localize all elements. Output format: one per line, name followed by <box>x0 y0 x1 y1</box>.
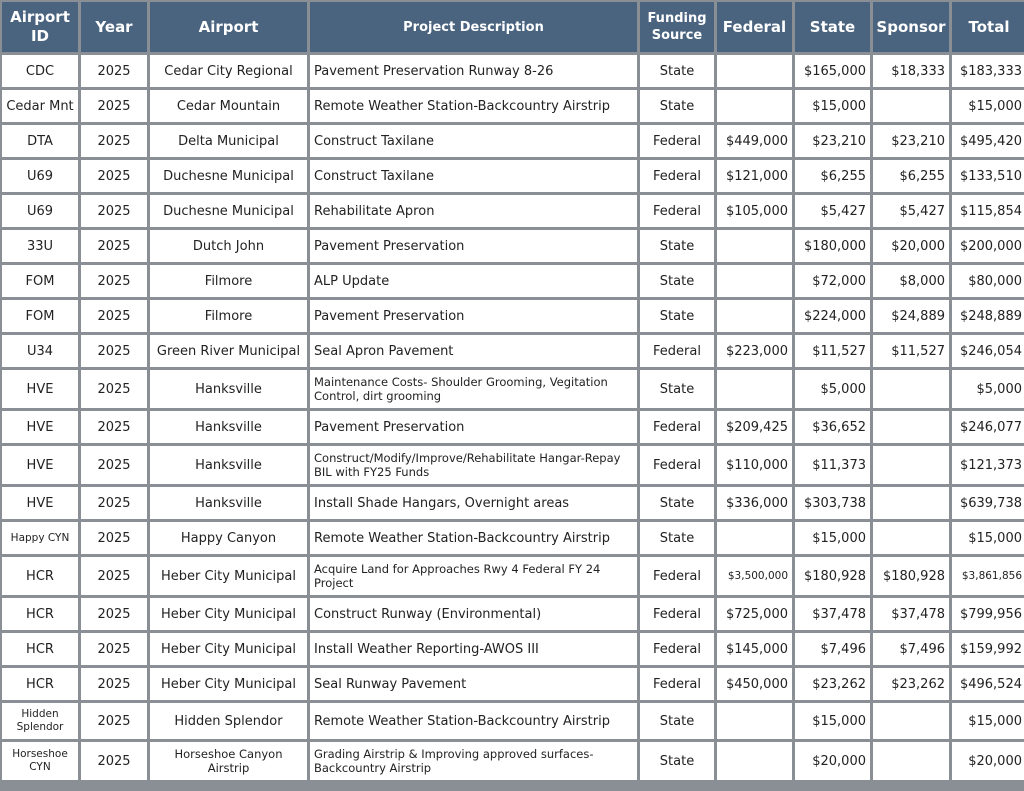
state-amount-cell: $23,262 <box>795 668 870 700</box>
funding-source-cell: State <box>640 230 714 262</box>
table-row <box>2 300 1024 332</box>
state-amount-cell: $6,255 <box>795 160 870 192</box>
funding-source-cell: State <box>640 55 714 87</box>
federal-amount-cell: $223,000 <box>717 335 792 367</box>
sponsor-amount-cell: $180,928 <box>873 557 949 595</box>
airport-cell: Heber City Municipal <box>150 633 307 665</box>
table-row <box>2 598 1024 630</box>
table-row <box>2 90 1024 122</box>
sponsor-amount-cell <box>873 487 949 519</box>
funding-source-cell: Federal <box>640 411 714 443</box>
federal-amount-cell: $336,000 <box>717 487 792 519</box>
funding-source-cell: Federal <box>640 160 714 192</box>
federal-amount-cell <box>717 300 792 332</box>
sponsor-amount-cell <box>873 370 949 408</box>
airport-id-cell: CDC <box>2 55 78 87</box>
year-cell: 2025 <box>81 55 147 87</box>
table-row <box>2 411 1024 443</box>
funding-source-cell: Federal <box>640 195 714 227</box>
total-amount-cell: $133,510 <box>952 160 1024 192</box>
year-cell: 2025 <box>81 487 147 519</box>
year-cell: 2025 <box>81 598 147 630</box>
airport-cell: Duchesne Municipal <box>150 160 307 192</box>
airport-cell: Dutch John <box>150 230 307 262</box>
federal-amount-cell: $449,000 <box>717 125 792 157</box>
year-cell: 2025 <box>81 300 147 332</box>
funding-source-cell: Federal <box>640 557 714 595</box>
table-row <box>2 633 1024 665</box>
airport-id-cell: U34 <box>2 335 78 367</box>
year-cell: 2025 <box>81 522 147 554</box>
table-row <box>2 446 1024 484</box>
total-amount-cell: $159,992 <box>952 633 1024 665</box>
total-amount-cell: $15,000 <box>952 522 1024 554</box>
table-body <box>2 55 1024 780</box>
total-amount-cell: $5,000 <box>952 370 1024 408</box>
project-description-cell: Pavement Preservation Runway 8-26 <box>310 55 637 87</box>
total-amount-cell: $15,000 <box>952 703 1024 739</box>
federal-amount-cell: $145,000 <box>717 633 792 665</box>
airport-cell: Heber City Municipal <box>150 668 307 700</box>
federal-amount-cell: $725,000 <box>717 598 792 630</box>
table-row <box>2 668 1024 700</box>
airport-cell: Cedar City Regional <box>150 55 307 87</box>
airport-id-cell: FOM <box>2 300 78 332</box>
year-cell: 2025 <box>81 90 147 122</box>
table-row <box>2 265 1024 297</box>
state-amount-cell: $11,373 <box>795 446 870 484</box>
header-row <box>2 2 1024 52</box>
state-amount-cell: $15,000 <box>795 522 870 554</box>
sponsor-amount-cell: $18,333 <box>873 55 949 87</box>
airport-id-cell: Hidden Splendor <box>2 703 78 739</box>
total-amount-cell: $495,420 <box>952 125 1024 157</box>
table-row <box>2 160 1024 192</box>
state-amount-cell: $224,000 <box>795 300 870 332</box>
total-amount-cell: $115,854 <box>952 195 1024 227</box>
project-description-cell: Rehabilitate Apron <box>310 195 637 227</box>
table-row <box>2 487 1024 519</box>
project-description-cell: Pavement Preservation <box>310 230 637 262</box>
federal-amount-cell <box>717 265 792 297</box>
airport-id-cell: 33U <box>2 230 78 262</box>
year-cell: 2025 <box>81 370 147 408</box>
year-cell: 2025 <box>81 411 147 443</box>
funding-source-cell: State <box>640 703 714 739</box>
header-funding-source: Funding Source <box>640 2 714 52</box>
sponsor-amount-cell: $7,496 <box>873 633 949 665</box>
sponsor-amount-cell <box>873 742 949 780</box>
total-amount-cell: $496,524 <box>952 668 1024 700</box>
funding-source-cell: Federal <box>640 125 714 157</box>
sponsor-amount-cell: $5,427 <box>873 195 949 227</box>
airport-id-cell: HVE <box>2 446 78 484</box>
airport-id-cell: HVE <box>2 487 78 519</box>
sponsor-amount-cell: $8,000 <box>873 265 949 297</box>
airport-cell: Heber City Municipal <box>150 557 307 595</box>
airport-cell: Hidden Splendor <box>150 703 307 739</box>
state-amount-cell: $5,427 <box>795 195 870 227</box>
airport-id-cell: HCR <box>2 557 78 595</box>
airport-id-cell: U69 <box>2 160 78 192</box>
table-row <box>2 230 1024 262</box>
project-description-cell: Remote Weather Station-Backcountry Airstrip <box>310 90 637 122</box>
funding-source-cell: State <box>640 370 714 408</box>
sponsor-amount-cell <box>873 411 949 443</box>
airport-id-cell: HVE <box>2 411 78 443</box>
project-description-cell: Grading Airstrip & Improving approved surfaces- Backcountry Airstrip <box>310 742 637 780</box>
total-amount-cell: $246,054 <box>952 335 1024 367</box>
year-cell: 2025 <box>81 195 147 227</box>
federal-amount-cell <box>717 370 792 408</box>
airport-id-cell: U69 <box>2 195 78 227</box>
total-amount-cell: $15,000 <box>952 90 1024 122</box>
project-description-cell: Install Weather Reporting-AWOS III <box>310 633 637 665</box>
total-amount-cell: $183,333 <box>952 55 1024 87</box>
airport-id-cell: Happy CYN <box>2 522 78 554</box>
total-amount-cell: $20,000 <box>952 742 1024 780</box>
airport-id-cell: HCR <box>2 598 78 630</box>
state-amount-cell: $11,527 <box>795 335 870 367</box>
project-description-cell: Seal Apron Pavement <box>310 335 637 367</box>
table-row <box>2 125 1024 157</box>
sponsor-amount-cell: $20,000 <box>873 230 949 262</box>
project-description-cell: Construct Taxilane <box>310 160 637 192</box>
sponsor-amount-cell <box>873 703 949 739</box>
federal-amount-cell <box>717 55 792 87</box>
sponsor-amount-cell <box>873 90 949 122</box>
airport-id-cell: HCR <box>2 633 78 665</box>
federal-amount-cell <box>717 230 792 262</box>
federal-amount-cell <box>717 90 792 122</box>
header-airport: Airport <box>150 2 307 52</box>
state-amount-cell: $303,738 <box>795 487 870 519</box>
state-amount-cell: $165,000 <box>795 55 870 87</box>
header-total: Total <box>952 2 1024 52</box>
sponsor-amount-cell <box>873 522 949 554</box>
sponsor-amount-cell: $23,262 <box>873 668 949 700</box>
airport-cell: Hanksville <box>150 446 307 484</box>
total-amount-cell: $121,373 <box>952 446 1024 484</box>
airport-cell: Filmore <box>150 265 307 297</box>
table-row <box>2 335 1024 367</box>
funding-source-cell: Federal <box>640 598 714 630</box>
table-row <box>2 703 1024 739</box>
airport-id-cell: HCR <box>2 668 78 700</box>
project-description-cell: Seal Runway Pavement <box>310 668 637 700</box>
state-amount-cell: $5,000 <box>795 370 870 408</box>
header-federal: Federal <box>717 2 792 52</box>
funding-source-cell: Federal <box>640 668 714 700</box>
total-amount-cell: $639,738 <box>952 487 1024 519</box>
airport-cell: Hanksville <box>150 411 307 443</box>
year-cell: 2025 <box>81 446 147 484</box>
year-cell: 2025 <box>81 265 147 297</box>
funding-source-cell: Federal <box>640 446 714 484</box>
federal-amount-cell: $209,425 <box>717 411 792 443</box>
airport-id-cell: FOM <box>2 265 78 297</box>
state-amount-cell: $180,000 <box>795 230 870 262</box>
total-amount-cell: $3,861,856 <box>952 557 1024 595</box>
year-cell: 2025 <box>81 633 147 665</box>
airport-cell: Hanksville <box>150 370 307 408</box>
federal-amount-cell <box>717 742 792 780</box>
sponsor-amount-cell: $37,478 <box>873 598 949 630</box>
project-description-cell: Pavement Preservation <box>310 300 637 332</box>
funding-source-cell: State <box>640 265 714 297</box>
airport-id-cell: Cedar Mnt <box>2 90 78 122</box>
airport-id-cell: HVE <box>2 370 78 408</box>
header-year: Year <box>81 2 147 52</box>
federal-amount-cell <box>717 522 792 554</box>
airport-cell: Cedar Mountain <box>150 90 307 122</box>
sponsor-amount-cell: $11,527 <box>873 335 949 367</box>
federal-amount-cell: $110,000 <box>717 446 792 484</box>
year-cell: 2025 <box>81 703 147 739</box>
state-amount-cell: $7,496 <box>795 633 870 665</box>
state-amount-cell: $180,928 <box>795 557 870 595</box>
sponsor-amount-cell: $23,210 <box>873 125 949 157</box>
state-amount-cell: $37,478 <box>795 598 870 630</box>
table-row <box>2 742 1024 780</box>
header-project-description: Project Description <box>310 2 637 52</box>
total-amount-cell: $799,956 <box>952 598 1024 630</box>
table-row <box>2 55 1024 87</box>
year-cell: 2025 <box>81 160 147 192</box>
project-description-cell: Install Shade Hangars, Overnight areas <box>310 487 637 519</box>
project-description-cell: Remote Weather Station-Backcountry Airstrip <box>310 703 637 739</box>
airport-cell: Heber City Municipal <box>150 598 307 630</box>
project-description-cell: Remote Weather Station-Backcountry Airstrip <box>310 522 637 554</box>
airport-cell: Green River Municipal <box>150 335 307 367</box>
total-amount-cell: $248,889 <box>952 300 1024 332</box>
funding-source-cell: Federal <box>640 335 714 367</box>
airport-cell: Delta Municipal <box>150 125 307 157</box>
year-cell: 2025 <box>81 668 147 700</box>
federal-amount-cell: $105,000 <box>717 195 792 227</box>
project-description-cell: ALP Update <box>310 265 637 297</box>
sponsor-amount-cell: $24,889 <box>873 300 949 332</box>
state-amount-cell: $15,000 <box>795 90 870 122</box>
total-amount-cell: $80,000 <box>952 265 1024 297</box>
project-description-cell: Construct Taxilane <box>310 125 637 157</box>
funding-source-cell: State <box>640 522 714 554</box>
airport-id-cell: Horseshoe CYN <box>2 742 78 780</box>
year-cell: 2025 <box>81 125 147 157</box>
year-cell: 2025 <box>81 335 147 367</box>
state-amount-cell: $15,000 <box>795 703 870 739</box>
year-cell: 2025 <box>81 557 147 595</box>
project-description-cell: Pavement Preservation <box>310 411 637 443</box>
table-row <box>2 195 1024 227</box>
project-description-cell: Maintenance Costs- Shoulder Grooming, Vegitation Control, dirt grooming <box>310 370 637 408</box>
airport-cell: Happy Canyon <box>150 522 307 554</box>
sponsor-amount-cell: $6,255 <box>873 160 949 192</box>
year-cell: 2025 <box>81 742 147 780</box>
project-description-cell: Construct/Modify/Improve/Rehabilitate Hangar-Repay BIL with FY25 Funds <box>310 446 637 484</box>
airport-cell: Hanksville <box>150 487 307 519</box>
airport-cell: Horseshoe Canyon Airstrip <box>150 742 307 780</box>
airport-id-cell: DTA <box>2 125 78 157</box>
state-amount-cell: $36,652 <box>795 411 870 443</box>
header-sponsor: Sponsor <box>873 2 949 52</box>
airport-cell: Filmore <box>150 300 307 332</box>
year-cell: 2025 <box>81 230 147 262</box>
funding-source-cell: State <box>640 742 714 780</box>
state-amount-cell: $20,000 <box>795 742 870 780</box>
header-state: State <box>795 2 870 52</box>
table-row <box>2 557 1024 595</box>
header-airport-id: Airport ID <box>2 2 78 52</box>
federal-amount-cell: $121,000 <box>717 160 792 192</box>
funding-source-cell: State <box>640 300 714 332</box>
state-amount-cell: $72,000 <box>795 265 870 297</box>
federal-amount-cell: $3,500,000 <box>717 557 792 595</box>
funding-source-cell: Federal <box>640 633 714 665</box>
funding-source-cell: State <box>640 487 714 519</box>
table-row <box>2 370 1024 408</box>
state-amount-cell: $23,210 <box>795 125 870 157</box>
project-description-cell: Acquire Land for Approaches Rwy 4 Federal FY 24 Project <box>310 557 637 595</box>
project-description-cell: Construct Runway (Environmental) <box>310 598 637 630</box>
funding-source-cell: State <box>640 90 714 122</box>
federal-amount-cell: $450,000 <box>717 668 792 700</box>
airport-cell: Duchesne Municipal <box>150 195 307 227</box>
total-amount-cell: $200,000 <box>952 230 1024 262</box>
total-amount-cell: $246,077 <box>952 411 1024 443</box>
sponsor-amount-cell <box>873 446 949 484</box>
table-row <box>2 522 1024 554</box>
federal-amount-cell <box>717 703 792 739</box>
